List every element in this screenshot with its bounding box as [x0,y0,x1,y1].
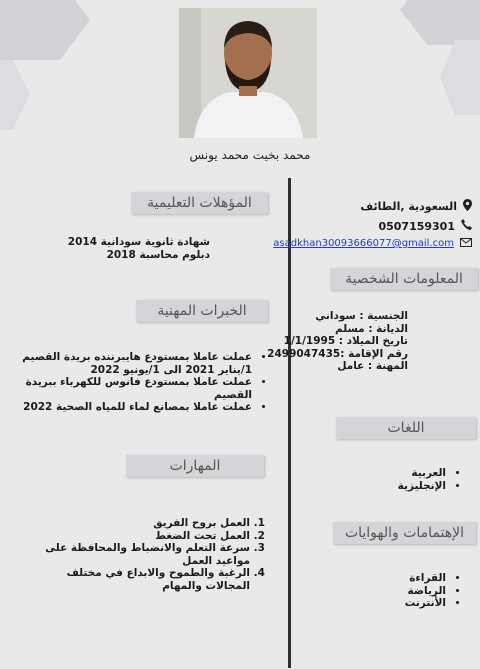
education-list [68,236,210,261]
experience-item: • عملت عاملا بمستودع فانوس للكهرباء ببريدة القصيم [8,376,252,401]
hobby-item: • الأنترنت [405,597,446,610]
hobbies-list [405,572,462,610]
education-item: شهادة ثانوية سودانية 2014 [67,236,210,248]
hexagon-decoration [0,60,30,130]
phone-text: 0507159301 [378,219,455,233]
hobby-item: • القراءة [405,572,446,585]
email-row [273,237,472,250]
personal-info-line: الجنسية : سوداني [315,310,408,322]
phone-row [378,219,472,233]
skills-heading: المهارات [126,455,264,477]
language-item: • العربية [398,467,446,480]
education-item: دبلوم محاسبة 2018 [106,248,210,261]
skill-item: 2. العمل تحت الضغط [40,530,250,543]
personal-info-line: رقم الإقامة :2499047435 [267,347,408,360]
education-heading: المؤهلات التعليمية [131,192,268,214]
hobbies-heading: الإهتمامات والهوايات [333,522,476,544]
experience-item: • عملت عاملا بمصانع لماء للمياه الصحية 2022 [8,401,252,414]
skill-item: 4. الرغبة والطموح والابداع في مختلف المجالات والمهام [40,567,250,592]
hexagon-decoration [400,0,480,45]
languages-list [398,467,462,492]
skills-list [40,517,272,592]
personal-info-line: تاريخ الميلاد : 1/1/1995 [283,335,408,347]
location-text: السعودية ,الطائف [360,200,457,213]
column-divider [288,178,291,668]
email-link[interactable]: asadkhan30093666077@gmail.com [273,238,454,249]
skill-item: 3. سرعة التعلم والانضباط والمحافظة على مواعيد العمل [40,542,250,567]
experience-list [8,351,268,414]
personal-info-heading: المعلومات الشخصية [330,268,478,290]
location-pin-icon [463,199,472,214]
personal-info-line: المهنة : عامل [337,360,408,372]
experience-item: • عملت عاملا بمستودع هايبرننده بريدة القصيم 1/يناير 2021 الى 1/يونيو 2022 [8,351,252,376]
location-row [360,199,472,214]
personal-info-list [267,310,408,373]
experience-heading: الخبرات المهنية [136,300,268,322]
hobby-item: • الرياضة [405,585,446,598]
envelope-icon [460,237,472,250]
full-name: محمد بخيت محمد يونس [189,148,311,162]
profile-photo [179,8,317,138]
language-item: • الإنجليزية [398,480,446,493]
personal-info-line: الديانة : مسلم [334,322,408,335]
skill-item: 1. العمل بروح الفريق [40,517,250,530]
phone-icon [461,219,472,233]
hexagon-decoration [0,0,90,60]
hexagon-decoration [440,40,480,115]
languages-heading: اللغات [336,417,476,439]
